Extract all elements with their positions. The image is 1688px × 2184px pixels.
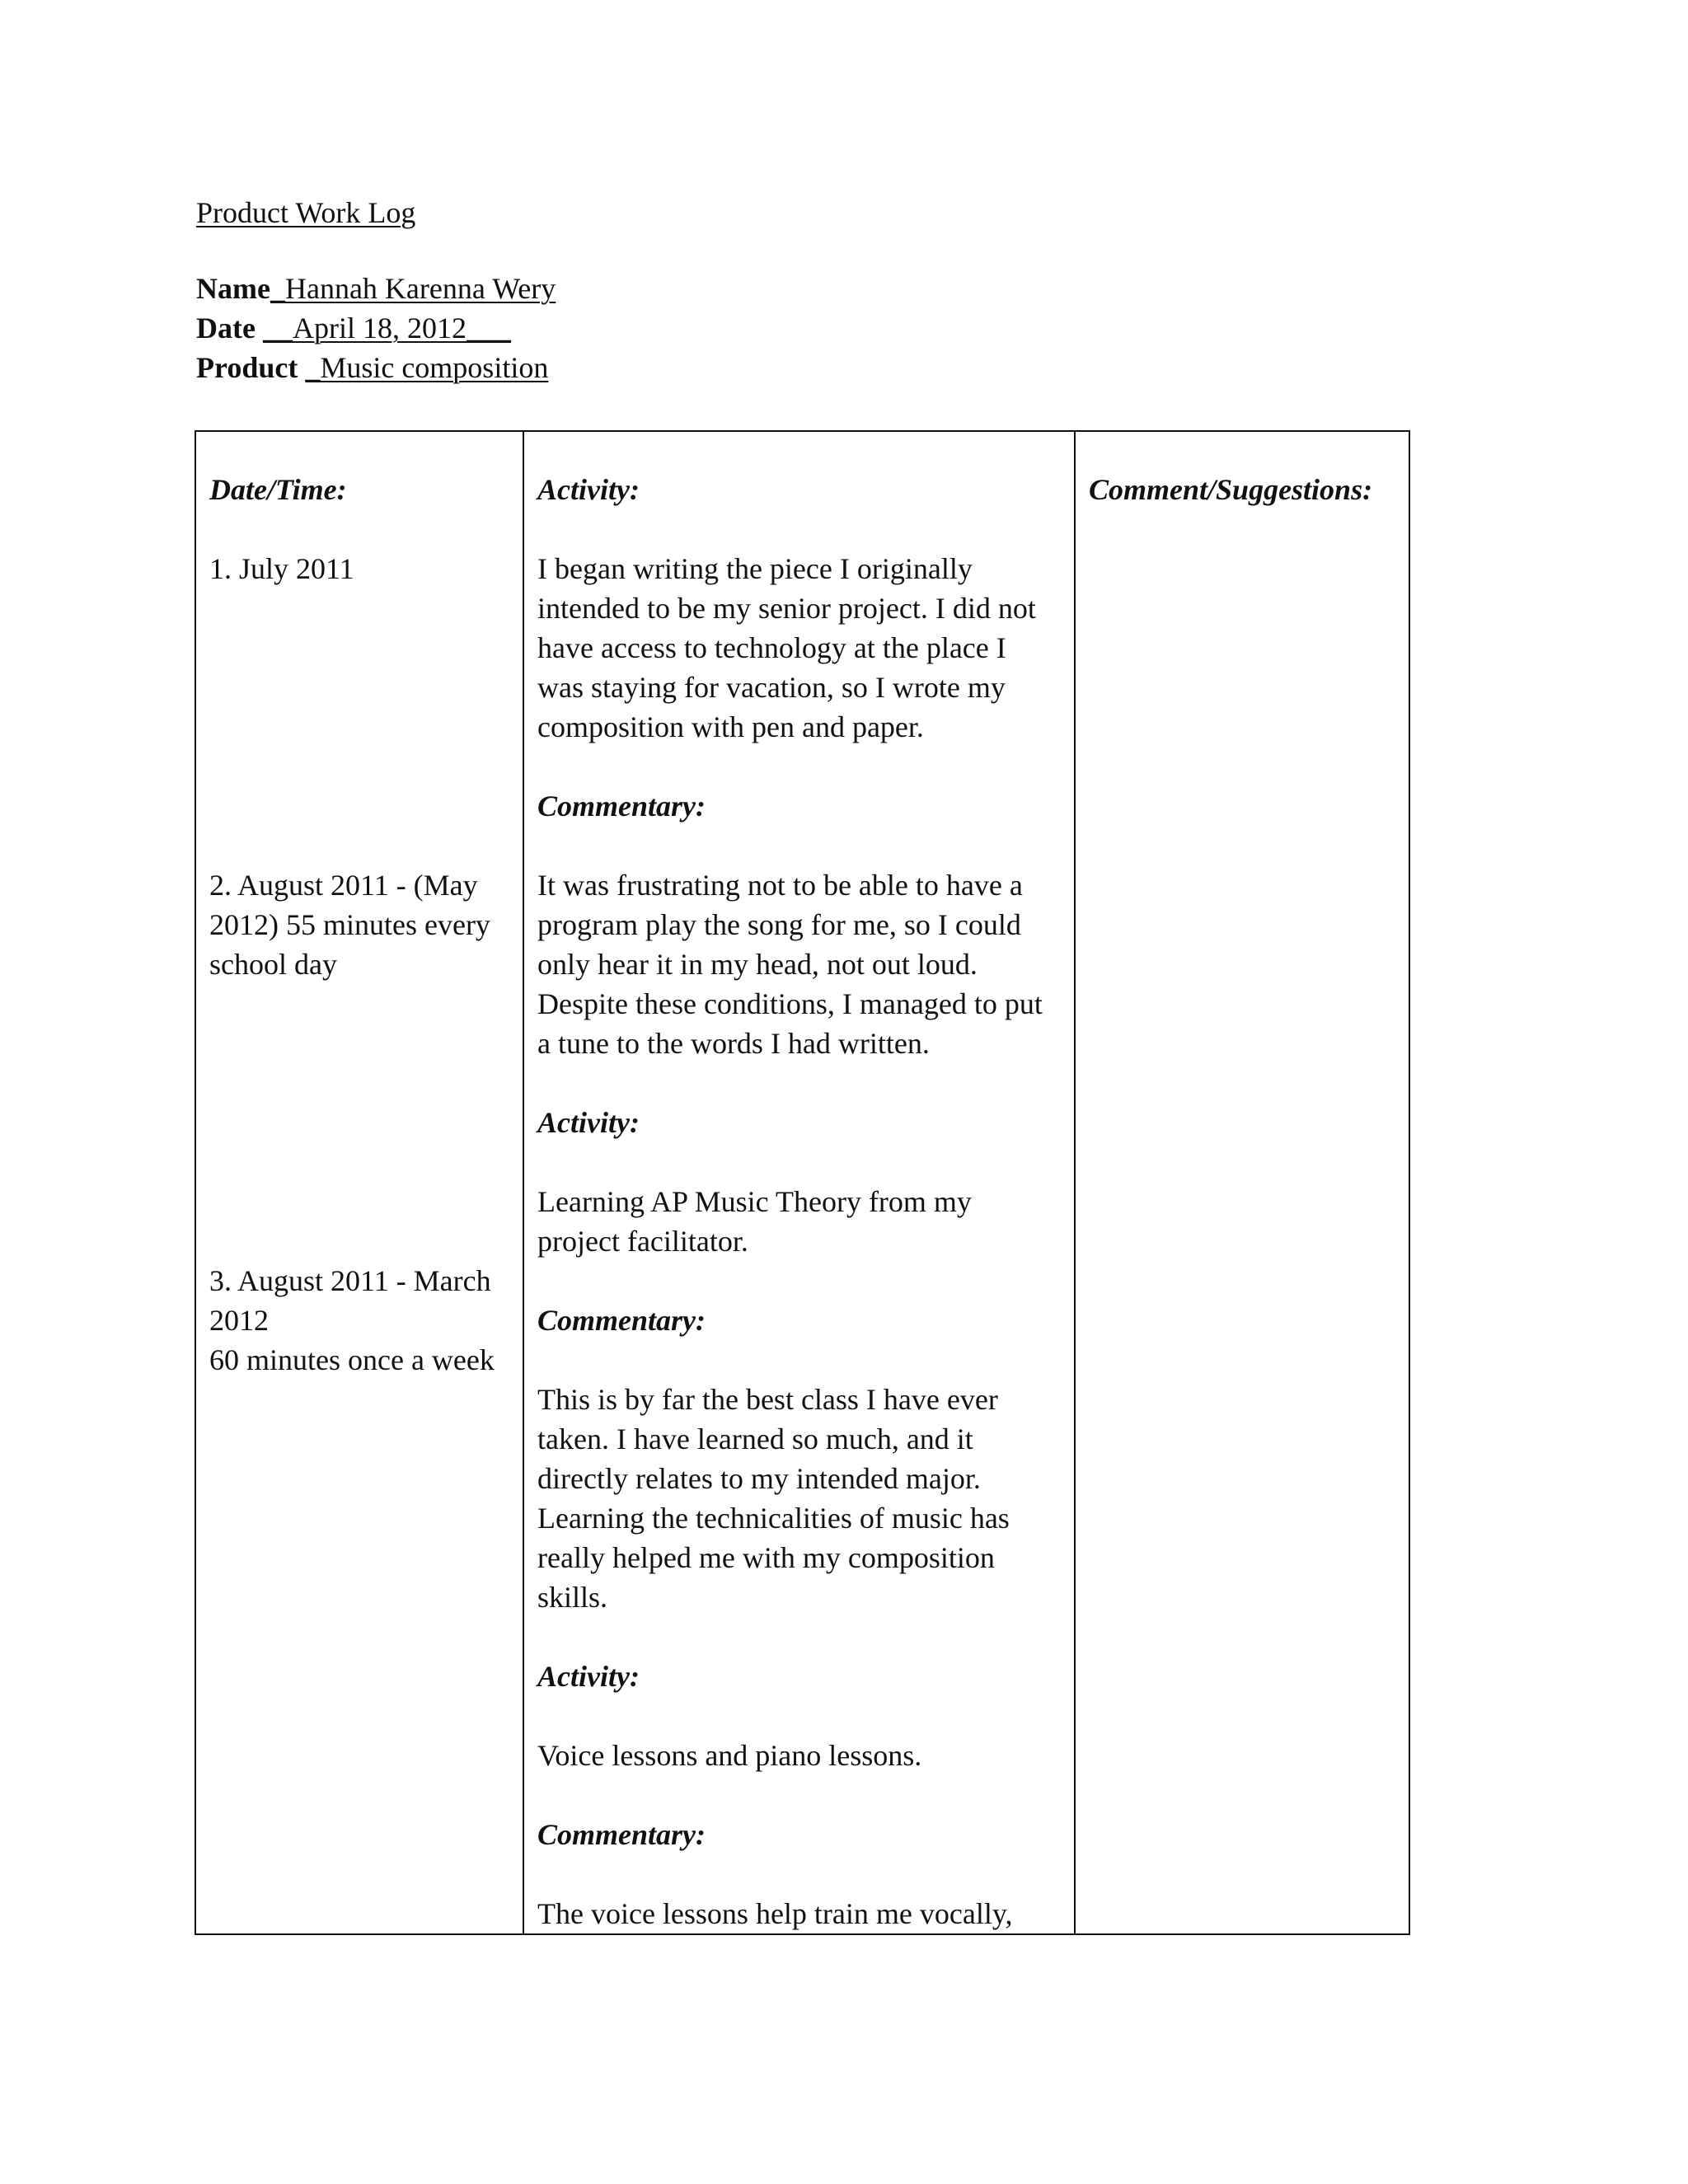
commentary-text: The voice lessons help train me vocally, xyxy=(537,1897,1013,1930)
page-title: Product Work Log xyxy=(196,196,416,229)
activity-text: project facilitator. xyxy=(537,1225,748,1258)
product-value: _Music composition xyxy=(305,351,549,384)
commentary-label: Commentary: xyxy=(537,1304,706,1337)
product-label: Product xyxy=(196,351,298,384)
commentary-text: It was frustrating not to be able to have a xyxy=(537,869,1023,902)
commentary-text: really helped me with my composition xyxy=(537,1541,995,1574)
datetime-header: Date/Time: xyxy=(209,473,347,506)
date-value: __April 18, 2012___ xyxy=(262,312,511,344)
date-entry-1 xyxy=(209,549,509,588)
comments-column xyxy=(1075,431,1409,1934)
commentary-text: skills. xyxy=(537,1581,608,1614)
commentary-label: Commentary: xyxy=(537,790,706,823)
activity-entry-1 xyxy=(537,549,1061,1103)
commentary-text: taken. I have learned so much, and it xyxy=(537,1422,973,1455)
table-row xyxy=(195,431,1409,1934)
date-entry-3 xyxy=(209,1261,509,1380)
date-label: Date xyxy=(196,312,256,344)
commentary-label: Commentary: xyxy=(537,1818,706,1851)
date-line: 2012) 55 minutes every xyxy=(209,908,490,941)
date-line xyxy=(196,308,556,348)
activity-header: Activity: xyxy=(537,473,640,506)
date-line: 2012 xyxy=(209,1304,269,1337)
activity-text: intended to be my senior project. I did not xyxy=(537,592,1036,625)
product-line xyxy=(196,348,556,387)
commentary-text: Despite these conditions, I managed to put xyxy=(537,987,1043,1020)
activity-text: Voice lessons and piano lessons. xyxy=(537,1739,922,1772)
activity-label: Activity: xyxy=(537,1106,640,1139)
commentary-text: a tune to the words I had written. xyxy=(537,1027,930,1060)
commentary-text: only hear it in my head, not out loud. xyxy=(537,948,978,981)
date-entry-2 xyxy=(209,865,509,984)
date-line: 2. August 2011 - (May xyxy=(209,869,478,902)
commentary-text: This is by far the best class I have ever xyxy=(537,1383,998,1416)
activity-text: have access to technology at the place I xyxy=(537,631,1006,664)
header-meta xyxy=(196,269,556,387)
date-line: 3. August 2011 - March xyxy=(209,1264,491,1297)
commentary-text: Learning the technicalities of music has xyxy=(537,1502,1010,1535)
date-line: school day xyxy=(209,948,337,981)
activity-text: composition with pen and paper. xyxy=(537,710,924,743)
activity-text: Learning AP Music Theory from my xyxy=(537,1185,972,1218)
date-line: 60 minutes once a week xyxy=(209,1343,495,1376)
activity-entry-3 xyxy=(537,1657,1061,1933)
commentary-text: program play the song for me, so I could xyxy=(537,908,1021,941)
date-line: 1. July 2011 xyxy=(209,552,354,585)
commentary-text: directly relates to my intended major. xyxy=(537,1462,981,1495)
name-value: _Hannah Karenna Wery xyxy=(270,272,556,305)
activity-entry-2 xyxy=(537,1103,1061,1657)
activity-text: was staying for vacation, so I wrote my xyxy=(537,671,1006,704)
datetime-column xyxy=(195,431,523,1934)
activity-label: Activity: xyxy=(537,1660,640,1693)
name-line xyxy=(196,269,556,308)
work-log-table xyxy=(195,430,1410,1935)
activity-text: I began writing the piece I originally xyxy=(537,552,973,585)
comments-header: Comment/Suggestions: xyxy=(1089,473,1373,506)
activity-column xyxy=(523,431,1075,1934)
name-label: Name xyxy=(196,272,270,305)
